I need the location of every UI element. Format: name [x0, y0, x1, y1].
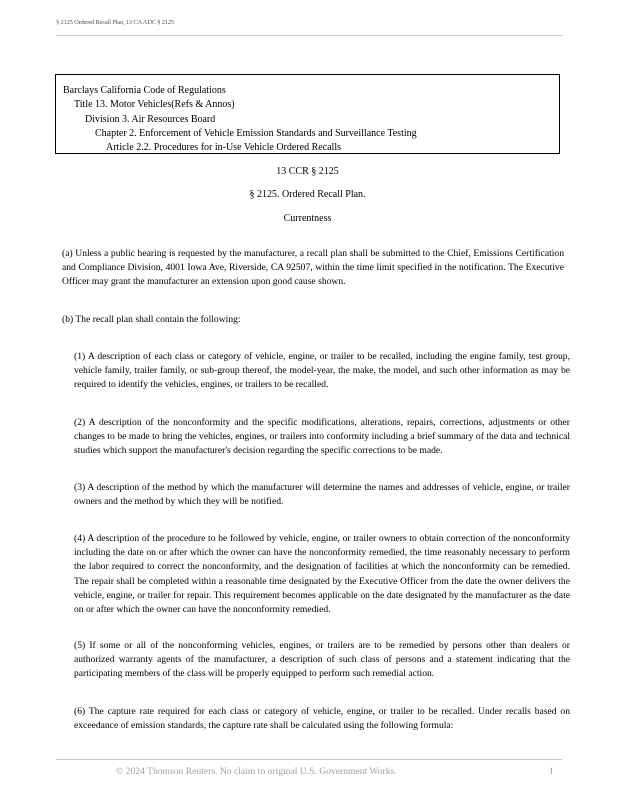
paragraph-b6: (6) The capture rate required for each class or category of vehicle, engine, or trailer to be recalled. Under recalls based on exceedance of emission standards, the capture rate shall be calculated using the following formula: [74, 706, 570, 732]
breadcrumb-chapter: Chapter 2. Enforcement of Vehicle Emission Standards and Surveillance Testing [95, 127, 417, 139]
footer-divider [56, 759, 562, 760]
paragraph-b2: (2) A description of the nonconformity and the specific modifications, alterations, repairs, corrections, adjustments or other changes to be made to bring the vehicles, engines, or trailers into conformity including a brief summary of the data and technical studies which support the manufacturer's decision regarding the specific corrections to be made. [74, 417, 570, 457]
page-number: 1 [549, 766, 554, 777]
header-divider [56, 35, 562, 36]
paragraph-b1: (1) A description of each class or category of vehicle, engine, or trailer to be recalled, including the engine family, test group, vehicle family, trailer family, or sub-group thereof, the model-year, the make, the model, and such other information as may be required to identify the vehicles, engines, or trailers to be recalled. [74, 351, 570, 391]
paragraph-b4: (4) A description of the procedure to be followed by vehicle, engine, or trailer owners to obtain correction of the nonconformity including the date on or after which the owner can have the nonconformity remedied, the time reasonably necessary to perform the labor required to correct the nonconformity, and the designation of facilities at which the nonconformity can be remedied. The repair shall be completed within a reasonable time designated by the Executive Officer from the date the owner delivers the vehicle, engine, or trailer for repair. This requirement becomes applicable on the date designated by the manufacturer as the date on or after which the owner can have the nonconformity remedied. [74, 533, 570, 616]
paragraph-b3: (3) A description of the method by which the manufacturer will determine the names and addresses of vehicle, engine, or trailer owners and the method by which they will be notified. [74, 482, 570, 508]
breadcrumb [55, 74, 560, 154]
breadcrumb-title: Title 13. Motor Vehicles(Refs & Annos) [74, 99, 235, 111]
copyright-notice: © 2024 Thomson Reuters. No claim to original U.S. Government Works. [116, 766, 397, 777]
paragraph-b5: (5) If some or all of the nonconforming vehicles, engines, or trailers are to be remedied by persons other than dealers or authorized warranty agents of the manufacturer, a description of such class of persons and a statement indicating that the participating members of the class will be properly equipped to perform such remedial action. [74, 640, 570, 680]
running-head: § 2125 Ordered Recall Plan, 13 CA ADC § 2125 [56, 19, 174, 26]
breadcrumb-article: Article 2.2. Procedures for in-Use Vehicle Ordered Recalls [106, 142, 342, 154]
citation: 13 CCR § 2125 [276, 166, 339, 177]
currentness-link[interactable]: Currentness [283, 213, 332, 224]
section-title: § 2125. Ordered Recall Plan. [249, 189, 366, 200]
breadcrumb-code: Barclays California Code of Regulations [63, 85, 226, 96]
paragraph-b: (b) The recall plan shall contain the following: [62, 314, 241, 325]
paragraph-a: (a) Unless a public hearing is requested by the manufacturer, a recall plan shall be submitted to the Chief, Emissions Certification and Compliance Division, 4001 Iowa Ave, Riverside, CA 92507, within the time limit specified in the notification. The Executive Officer may grant the manufacturer an extension upon good cause shown. [62, 248, 564, 288]
breadcrumb-division: Division 3. Air Resources Board [85, 113, 216, 125]
